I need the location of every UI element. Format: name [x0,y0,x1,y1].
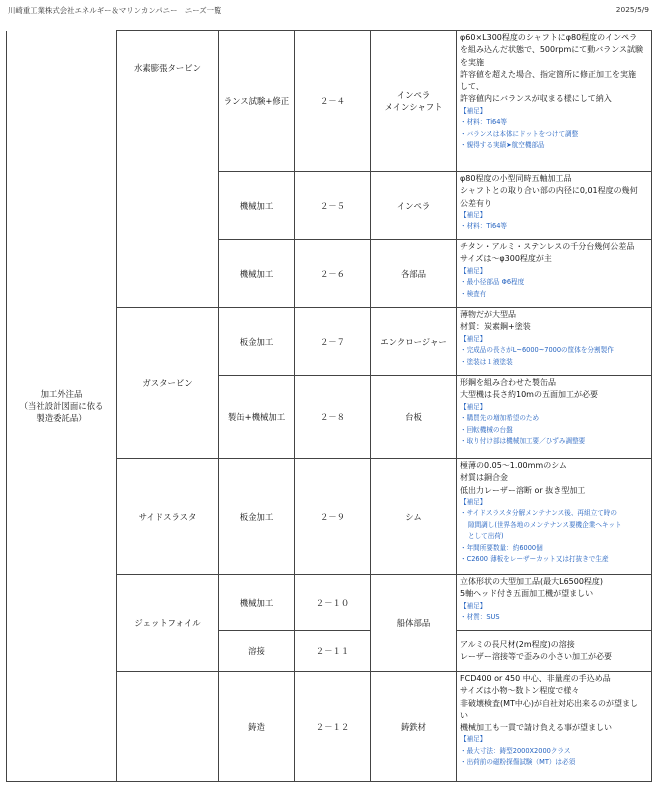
item-number: ２－８ [295,376,371,459]
note-item: 隙間調し(世界各地のメンテナンス要機企業へキット [468,520,622,529]
description-cell [457,459,652,575]
product-empty [117,672,219,782]
note-heading: 【補足】 [460,266,487,275]
description-line: φ60×L300程度のシャフトにφ80程度のインペラ [460,33,638,42]
note-item: ・出荷前の磁粉探傷試験（MT）は必須 [460,758,576,767]
part-cell: インペラ [371,172,457,240]
description-line: 形鋼を組み合わせた製缶品 [460,378,556,387]
note-item: ・回転機械の台盤 [460,425,513,434]
part-cell: 台板 [371,376,457,459]
product-side-thruster: サイドスラスタ [117,459,219,575]
description-line: 機械加工も一貫で請け負える事が望ましい [460,723,612,733]
document-date: 2025/5/9 [615,5,649,14]
category-line: 製造委託品） [36,412,87,423]
description-line: サイズは～φ300程度が主 [460,254,552,264]
product-hydrogen-turbine: 水素膨張タービン [117,31,219,308]
process-cell: 機械加工 [219,575,295,631]
note-heading: 【補足】 [460,210,487,219]
note-item: として出荷) [468,532,504,541]
description-cell [457,31,652,172]
description-line: サイズは小物～数トン程度で様々 [460,686,580,696]
note-heading: 【補足】 [460,402,487,411]
process-cell: 機械加工 [219,240,295,308]
description-line: 材質は銅合金 [460,473,508,483]
description-cell [457,672,652,782]
item-number: ２－７ [295,308,371,376]
item-number: ２－１１ [295,631,371,672]
description-cell [457,376,652,459]
note-item: ・塗装は１液塗装 [460,357,513,366]
description-line: レーザー溶接等で歪みの小さい加工が必要 [460,652,612,661]
document-title: 川崎重工業株式会社エネルギー＆マリンカンパニー ニーズ一覧 [8,6,222,15]
table-row [7,31,652,172]
description-line: シャフトとの取り合い部の内径に0,01程度の幾何 [460,186,638,196]
process-cell: 機械加工 [219,172,295,240]
description-line: 低出力レーザー溶断 or 抜き型加工 [460,485,586,495]
description-cell [457,308,652,376]
process-cell: 製缶+機械加工 [219,376,295,459]
description-line: 大型機は長さ約10mの五面加工が必要 [460,390,598,400]
category-line: （当社設計図面に依る [19,400,104,411]
part-line: メインシャフト [384,102,443,112]
note-item: ・年間所要数量：約6000個 [460,543,543,552]
product-gas-turbine: ガスタービン [117,308,219,459]
description-line: 公差有り [460,198,492,208]
process-cell: 溶接 [219,631,295,672]
part-cell: エンクロージャー [371,308,457,376]
description-line: して、 [460,82,484,92]
note-item: ・完成品の長さがL~6000~7000の筐体を分割製作 [460,346,614,355]
description-line: アルミの長尺材(2m程度)の溶接 [460,639,575,649]
note-item: ・サイドスラスタ分解メンテナンス後、再組立て時の [460,509,617,518]
description-line: 立体形状の大型加工品(最大L6500程度) [460,577,604,586]
note-item: ・バランスは本体にドットをつけて調整 [460,129,579,138]
description-line: い [460,710,468,720]
note-heading: 【補足】 [460,334,487,343]
description-line: チタン・アルミ・ステンレスの千分台幾何公差品 [460,242,635,251]
note-item: ・最小径部品 Φ6程度 [460,278,525,287]
note-item: ・検査有 [460,289,487,298]
item-number: ２－１０ [295,575,371,631]
item-number: ２－１２ [295,672,371,782]
note-heading: 【補足】 [460,106,487,115]
note-item: ・購買先の増加希望のため [460,414,540,423]
process-cell: 板金加工 [219,459,295,575]
description-line: 極薄の0.05～1.00mmのシム [460,461,567,470]
description-line: を組み込んだ状態で、500rpmにて動バランス試験 [460,45,644,55]
process-cell: 鋳造 [219,672,295,782]
description-line: 材質：炭素鋼+塗装 [460,322,531,332]
description-line: 許容値内にバランスが収まる様にして納入 [460,94,612,104]
description-line: 5軸ヘッド付き五面加工機が望ましい [460,589,594,599]
item-number: ２－９ [295,459,371,575]
process-cell: 板金加工 [219,308,295,376]
item-number: ２－５ [295,172,371,240]
note-item: ・C2600 薄板をレーザーカット又は打抜きで生産 [460,555,609,564]
page-header [8,5,649,19]
note-item: ・最大寸法：鋳型2000X2000クラス [460,746,571,755]
note-item: ・材質：SUS [460,613,500,622]
description-cell [457,631,652,672]
part-cell: 鋳鉄材 [371,672,457,782]
product-jetfoil: ジェットフォイル [117,575,219,672]
description-line: を実施 [460,57,484,67]
item-number: ２－４ [295,31,371,172]
needs-table [6,30,652,782]
category-cell [7,31,117,782]
category-line: 加工外注品 [40,388,83,399]
part-cell [371,31,457,172]
note-heading: 【補足】 [460,497,487,506]
process-cell: ランス試験+修正 [219,31,295,172]
description-line: 非破壊検査(MT中心)が自社対応出来るのが望まし [460,698,639,708]
description-line: 薄物だが大型品 [460,310,516,319]
description-cell [457,172,652,240]
note-heading: 【補足】 [460,601,487,610]
item-number: ２－６ [295,240,371,308]
description-line: 許容値を超えた場合、指定箇所に修正加工を実施 [460,69,636,79]
note-item: ・親得する実績➤航空機部品 [460,141,545,150]
note-item: ・材料：Ti64等 [460,222,508,231]
part-line: インペラ [396,90,431,100]
description-line: φ80程度の小型同時五軸加工品 [460,174,572,183]
note-item: ・取り付け部は機械加工要／ひずみ調整要 [460,437,586,446]
part-cell-hull-parts: 船体部品 [371,575,457,672]
description-cell [457,575,652,631]
note-heading: 【補足】 [460,735,487,744]
part-cell: シム [371,459,457,575]
description-cell [457,240,652,308]
description-line: FCD400 or 450 中心、非量産の手込め品 [460,674,611,683]
part-cell: 各部品 [371,240,457,308]
note-item: ・材料：Ti64等 [460,118,508,127]
